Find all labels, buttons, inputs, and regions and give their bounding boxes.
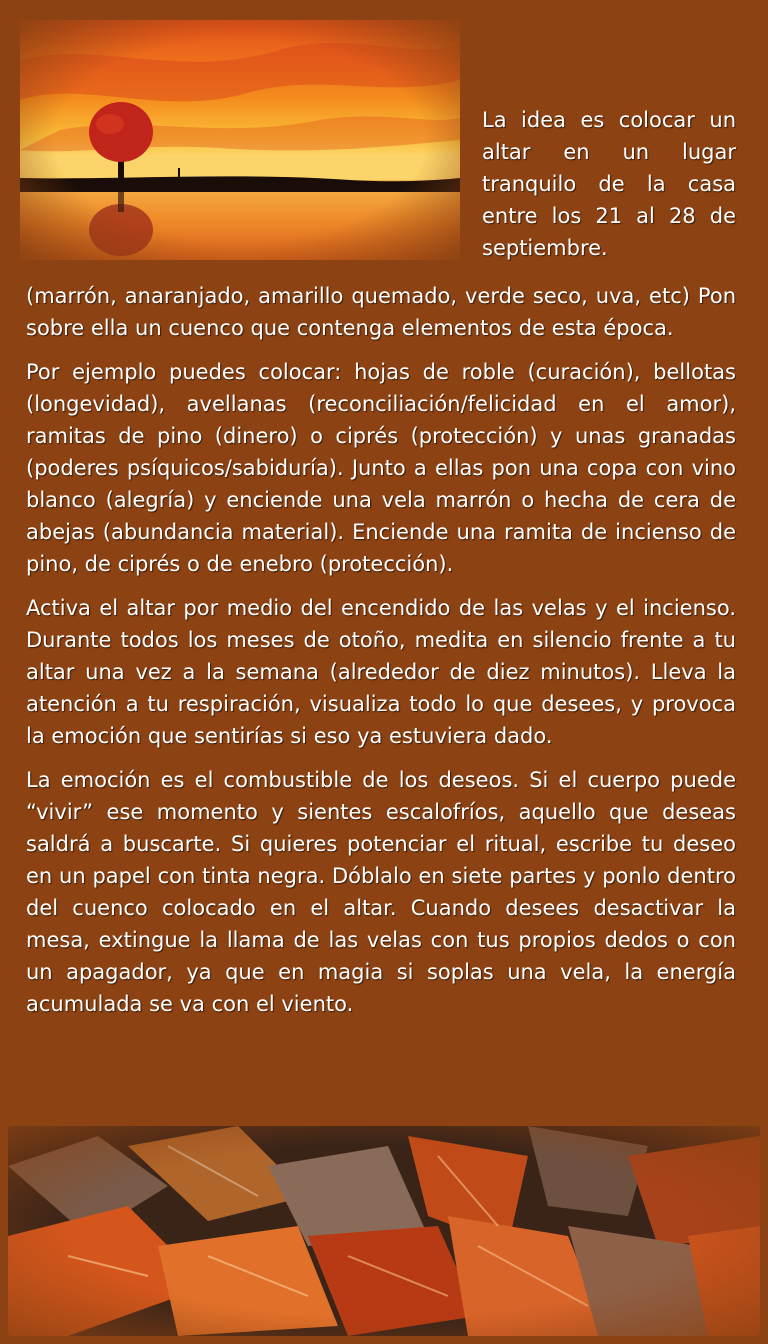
paragraph-colors: (marrón, anaranjado, amarillo quemado, verde seco, uva, etc) Pon sobre ella un cuenco que contenga elementos de esta época. — [26, 284, 736, 340]
paragraph-emotion: La emoción es el combustible de los deseos. Si el cuerpo puede “vivir” ese momento y sientes escalofríos, aquello que deseas saldrá a buscarte. Si quieres potenciar el ritual, escribe tu deseo en un papel con tinta negra. Dóblalo en siete partes y ponlo dentro del cuenco colocado en el altar. Cuando desees desactivar la mesa, extingue la llama de las velas con tus propios dedos o con un apagador, ya que en magia si soplas una vela, la energía acumulada se va con el viento. — [26, 768, 736, 1016]
paragraph-activation: Activa el altar por medio del encendido de las velas y el incienso. Durante todos los meses de otoño, medita en silencio frente a tu altar una vez a la semana (alrededor de diez minutos). Lleva la atención a tu respiración, visualiza todo lo que desees, y provoca la emoción que sentirías si eso ya estuviera dado. — [26, 596, 736, 748]
autumn-leaves-illustration — [8, 1126, 760, 1336]
sunset-tree-illustration — [20, 20, 460, 260]
autumn-leaves-image — [8, 1126, 760, 1336]
intro-text: La idea es colocar un altar en un lugar tranquilo de la casa entre los 21 al 28 de septiembre. — [482, 108, 736, 260]
sunset-tree-image — [20, 20, 460, 260]
paragraph-examples: Por ejemplo puedes colocar: hojas de roble (curación), bellotas (longevidad), avellanas (reconciliación/felicidad en el amor), ramitas de pino (dinero) o ciprés (protección) y unas granadas (poderes psíquicos/sabiduría). Junto a ellas pon una copa con vino blanco (alegría) y enciende una vela marrón o hecha de cera de abejas (abundancia material). Enciende una ramita de incienso de pino, de ciprés o de enebro (protección). — [26, 360, 736, 576]
article-body — [26, 280, 736, 1032]
